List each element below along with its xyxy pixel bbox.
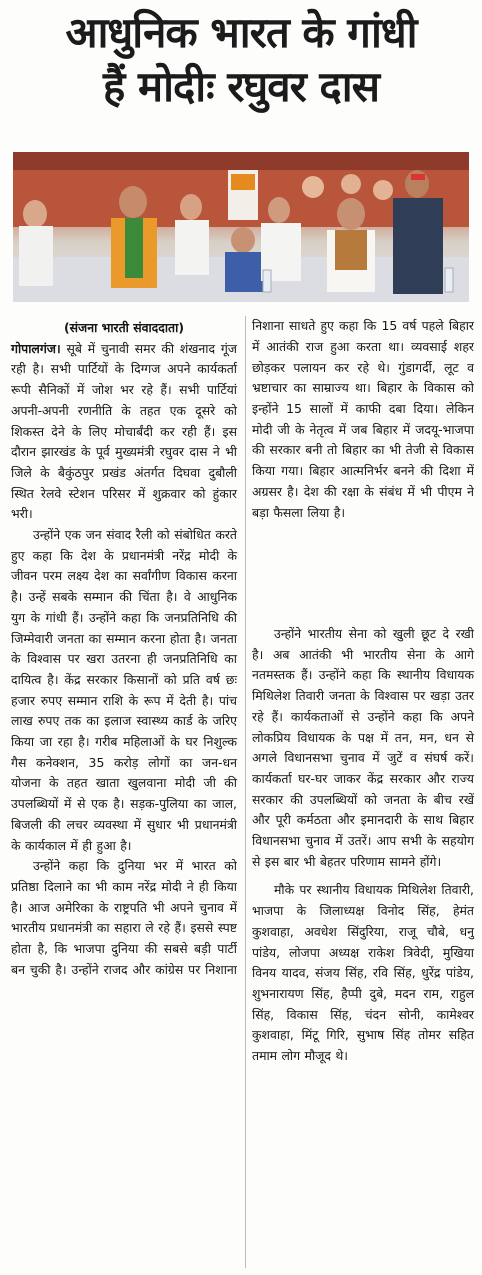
article-paragraph-1-text: सूबे में चुनावी समर की शंखनाद गूंज रही है। सभी पार्टियों के दिग्गज अपने कार्यकर्ता रूपी सैनिकों में जोश भर रहे हैं। सभी पार्टियां अपनी-अपनी रणनीति के तहत एक दूसरे को शिकस्त देने के लिए मोचार्बंदी कर रही हैं। इस दौरान झारखंड के पूर्व मुख्यमंत्री रघुवर दास ने भी जिले के बैकुंठपुर प्रखंड अंतर्गत दिघवा दुबौली स्थित रेलवे स्टेशन परिसर में शुक्रवार को हुंकार भरी। [11,340,237,522]
rally-photo [13,152,469,302]
byline: (संजना भारती संवाददाता) [64,320,184,335]
article-paragraph-2: उन्होंने एक जन संवाद रैली को संबोधित करते हुए कहा कि देश के प्रधानमंत्री नरेंद्र मोदी के जीवन परम लक्ष्य देश का सर्वांगीण विकास करना है। उन्हें सबके सम्मान की चिंता है। वे आधुनिक युग के गांधी हैं। उन्होंने कहा कि जनप्रतिनिधि की जिम्मेवारी जनता का सम्मान करना होता है। जनता के विश्वास पर खरा उतरना ही जनप्रतिनिधि का दायित्व है। केंद्र सरकार किसानों को प्रति वर्ष छः हजार रुपए सम्मान राशि के रूप में देती है। पांच लाख रुपए तक का इलाज स्वास्थ्य कार्ड के जरिए किया जा रहा है। गरीब महिलाओं के घर निशुल्क गैस कनेक्शन, 35 करोड़ लोगों का जन-धन योजना के तहत खाता खुलवाना मोदी जी की उपलब्धियों में से एक है। सड़क-पुलिया का जाल, बिजली की लचर व्यवस्था में सुधार भी प्रधानमंत्री के कार्यकाल में ही हुआ है। [11,527,237,853]
headline-line-2: हैं मोदीः रघुवर दास [103,62,379,111]
rally-photo-illustration [13,152,469,302]
article-paragraph-3-continued-text: निशाना साधते हुए कहा कि 15 वर्ष पहले बिहार में आतंकी राज हुआ करता था। व्यवसाई शहर छोड़कर पलायन कर रहे थे। गुंडागर्दी, लूट व भ्रष्टाचार का साम्राज्य था। बिहार के विकास को इन्होंने 15 सालों में काफी दबा दिया। लेकिन मोदी जी के नेतृत्व में जब बिहार में जदयू-भाजपा की सरकार बनी तो बिहार का भी तेजी से विकास किया गया। बिहार आत्मनिर्भर बनने की दिशा में अग्रसर है। देश की रक्षा के संबंध में भी पीएम ने बड़ा फैसला लिया है। [252,318,474,520]
article-paragraph-1 [11,339,237,525]
headline [0,6,482,114]
headline-line-1: आधुनिक भारत के गांधी [65,8,417,57]
article-paragraph-4: उन्होंने भारतीय सेना को खुली छूट दे रखी है। अब आतंकी भी भारतीय सेना के आगे नतमस्तक हैं। उन्होंने कहा कि स्थानीय विधायक मिथिलेश तिवारी जनता के विश्वास पर खड़ा उतर रहे हैं। कार्यकताओं से उन्होंने कहा कि अपने लोकप्रिय विधायक के पक्ष में तन, मन, धन से अगले विधानसभा चुनाव में जुटें व संघर्ष करें। कार्यकर्ता घर-घर जाकर केंद्र सरकार और राज्य सरकार की उपलब्धियों को जनता के बीच रखें और पूरी कर्मठता और इमानदारी के साथ बिहार विधानसभा चुनाव में उतरें। आप सभी के सहयोग से इस बार भी बेहतर परिणाम सामने होंगे। [252,626,474,869]
article-column-right [252,318,474,1067]
article-paragraph-3-continued [252,318,474,618]
column-divider [245,316,246,1268]
dateline: गोपालगंज। [11,340,61,356]
article-column-left [11,318,237,982]
article-paragraph-5: मौके पर स्थानीय विधायक मिथिलेश तिवारी, भाजपा के जिलाध्यक्ष विनोद सिंह, हेमंत कुशवाहा, अवधेश सिंदुरिया, राजू चौबे, धनु पांडेय, लोजपा अध्यक्ष राकेश त्रिवेदी, मुखिया विनय यादव, संजय सिंह, रवि सिंह, धुरेंद्र पांडेय, शुभनारायण सिंह, हैप्पी दुबे, मदन राम, राहुल सिंह, विकास सिंह, चंदन सोनी, कामेश्वर कुशवाहा, मिंटू गिरि, सुभाष सिंह तोमर सहित तमाम लोग मौजूद थे। [252,882,474,1064]
article-paragraph-3: उन्होंने कहा कि दुनिया भर में भारत को प्रतिष्ठा दिलाने का भी काम नरेंद्र मोदी ने ही किया है। आज अमेरिका के राष्ट्रपति भी अपने चुनाव में भारतीय प्रधानमंत्री का सहारा ले रहे हैं। इससे स्पष्ट होता है, कि भाजपा दुनिया की सबसे बड़ी पार्टी बन चुकी है। उन्होंने राजद और कांग्रेस पर निशाना [11,858,237,977]
